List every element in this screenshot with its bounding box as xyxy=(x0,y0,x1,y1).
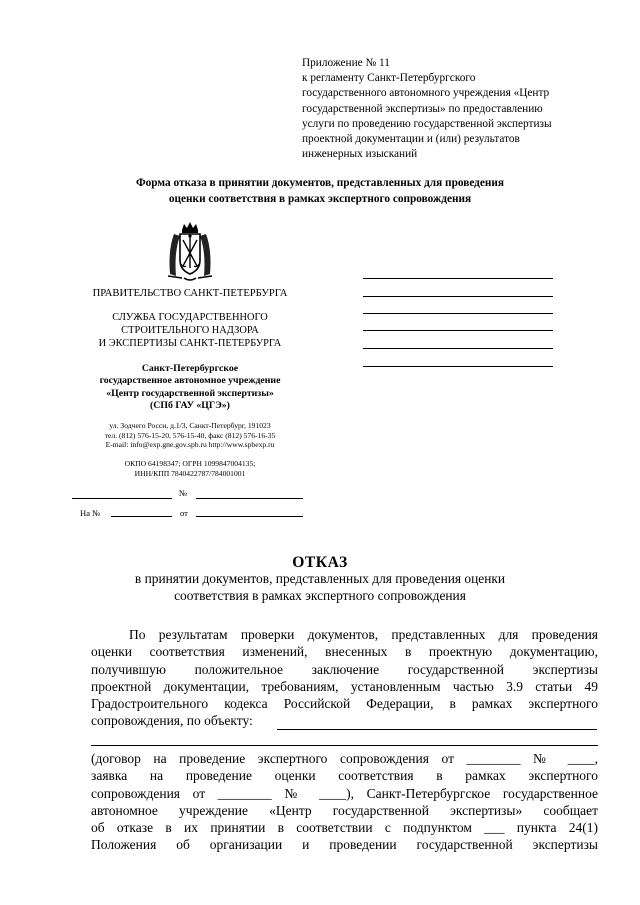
paragraph-line: (договор на проведение экспертного сопровождения от ________ № ____, xyxy=(91,751,598,766)
phone-line: тел. (812) 576-15-20, 576-15-40, факс (812) 576-16-35 xyxy=(104,430,276,440)
institution-line: (СПб ГАУ «ЦГЭ») xyxy=(150,400,230,412)
appendix-line: к регламенту Санкт-Петербургского xyxy=(302,72,476,85)
addressee-line xyxy=(363,366,553,367)
appendix-line: Приложение № 11 xyxy=(302,57,390,69)
paragraph-line: получившую положительное заключение государственной экспертизы xyxy=(91,661,598,677)
reference-number-line xyxy=(111,516,172,517)
form-title-line: Форма отказа в принятии документов, представленных для проведения xyxy=(135,177,505,189)
document-title: ОТКАЗ xyxy=(292,554,348,571)
institution-line: «Центр государственной экспертизы» xyxy=(106,387,274,399)
institution-line: государственное автономное учреждение xyxy=(99,375,281,387)
appendix-line: проектной документации и (или) результатов xyxy=(302,133,520,146)
service-name xyxy=(70,311,310,350)
paragraph-2 xyxy=(91,750,598,854)
object-fill-line xyxy=(91,745,598,746)
government-name: ПРАВИТЕЛЬСТВО САНКТ-ПЕТЕРБУРГА xyxy=(92,288,288,299)
institution-line: Санкт-Петербургское xyxy=(141,363,239,374)
appendix-block xyxy=(302,56,602,162)
subtitle-line: соответствия в рамках экспертного сопровождения xyxy=(174,588,466,603)
addressee-line xyxy=(363,296,553,297)
paragraph-1 xyxy=(91,626,598,730)
paragraph-line: оценки соответствия изменений, внесенных в проектную документацию, xyxy=(91,644,598,660)
paragraph-line: об отказе в их принятии в соответствии с подпунктом ___ пункта 24(1) xyxy=(91,820,598,836)
paragraph-line: сопровождения, по объекту: xyxy=(91,713,253,729)
document-subtitle xyxy=(100,570,540,604)
paragraph-line: автономное учреждение «Центр государственной экспертизы» сообщает xyxy=(91,802,598,818)
paragraph-line: По результатам проверки документов, представленных для проведения xyxy=(129,627,598,642)
addressee-line xyxy=(363,313,553,314)
number-sign: № xyxy=(179,488,188,498)
appendix-line: государственной экспертизы» по предоставлению xyxy=(302,102,543,115)
inn-kpp-line: ИНН/КПП 7840422787/784001001 xyxy=(134,468,246,478)
coat-of-arms-icon xyxy=(160,220,220,284)
outgoing-date-line xyxy=(72,498,172,499)
paragraph-line: сопровождения от ________ № ____), Санкт-Петербургское государственное xyxy=(91,785,598,801)
contact-details xyxy=(70,421,310,450)
service-name-line: СЛУЖБА ГОСУДАРСТВЕННОГО xyxy=(112,312,268,323)
paragraph-line: Градостроительного кодекса Российской Федерации, в рамках экспертного xyxy=(91,696,598,712)
paragraph-line: Положения об организации и проведении государственной экспертизы xyxy=(91,837,598,853)
addressee-line xyxy=(363,330,553,331)
email-line: E-mail: info@exp.gne.gov.spb.ru http://www.spbexp.ru xyxy=(105,440,275,450)
address-line: ул. Зодчего Росси, д.1/3, Санкт-Петербург, 191023 xyxy=(109,421,271,430)
reference-label: На № xyxy=(80,508,101,518)
form-title-line: оценки соответствия в рамках экспертного сопровождения xyxy=(168,192,472,205)
object-fill-line xyxy=(277,729,597,730)
appendix-line: инженерных изысканий xyxy=(302,148,418,161)
paragraph-line: проектной документации, требованиям, установленным частью 3.9 статьи 49 xyxy=(91,678,598,694)
reference-date-line xyxy=(196,516,303,517)
service-name-line: И ЭКСПЕРТИЗЫ САНКТ-ПЕТЕРБУРГА xyxy=(98,338,282,349)
appendix-line: услуги по проведению государственной экспертизы xyxy=(302,117,552,130)
paragraph-line: заявка на проведение оценки соответствия в рамках экспертного xyxy=(91,768,598,784)
addressee-line xyxy=(363,278,553,279)
appendix-line: государственного автономного учреждения «Центр xyxy=(302,87,550,100)
outgoing-number-line xyxy=(196,498,303,499)
registration-ids xyxy=(70,459,310,478)
okpo-ogrn-line: ОКПО 64198347; ОГРН 1099847004135; xyxy=(124,459,256,468)
institution-name xyxy=(70,363,310,413)
subtitle-line: в принятии документов, представленных для проведения оценки xyxy=(134,571,506,586)
from-label: от xyxy=(180,508,188,518)
service-name-line: СТРОИТЕЛЬНОГО НАДЗОРА xyxy=(121,325,259,336)
form-title xyxy=(60,176,580,207)
addressee-line xyxy=(363,348,553,349)
